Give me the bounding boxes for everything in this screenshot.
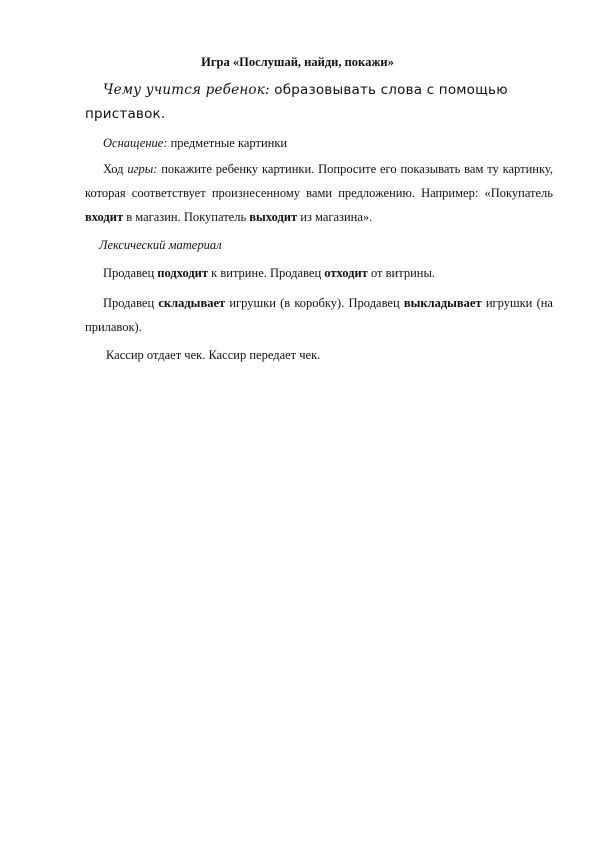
equipment-text: предметные картинки — [167, 136, 288, 150]
equipment-label: Оснащение: — [103, 136, 168, 150]
procedure-mid: в магазин. Покупатель — [123, 210, 250, 224]
procedure-prefix: Ход — [103, 162, 128, 176]
document-title: Игра «Послушай, найди, покажи» — [201, 55, 394, 69]
goal-label: Чему учится ребенок: — [103, 82, 270, 98]
goal-text: образовывать слова с помощью приставок. — [85, 82, 508, 122]
sentence-2-part-b: игрушки (в коробку). Продавец — [225, 296, 404, 310]
procedure-text: покажите ребенку картинки. Попросите его показывать вам ту картинку, которая соответствует произнесенному вами предложению. Например: «Покупатель — [85, 162, 553, 200]
sentence-1-part-b: к витрине. Продавец — [208, 266, 325, 280]
sentence-1-part-c: от витрины. — [367, 266, 435, 280]
sentence-1-bold-1: подходит — [157, 266, 209, 280]
sentence-2-bold-2: выкладывает — [403, 296, 482, 310]
lexical-heading: Лексический материал — [99, 238, 222, 252]
equipment-paragraph — [103, 131, 543, 155]
sentence-3: Кассир отдает чек. Кассир передает чек. — [106, 348, 321, 362]
procedure-bold-2: выходит — [249, 210, 298, 224]
procedure-paragraph — [85, 157, 553, 229]
sentence-2-part-c: игрушки (на прилавок). — [85, 296, 553, 334]
sentence-1-part-a: Продавец — [103, 266, 158, 280]
sentence-1 — [103, 261, 543, 285]
sentence-2-bold-1: складывает — [158, 296, 226, 310]
procedure-end: из магазина». — [297, 210, 373, 224]
sentence-2 — [85, 291, 553, 339]
procedure-bold-1: входит — [85, 210, 124, 224]
procedure-label: игры: — [127, 162, 158, 176]
sentence-2-part-a: Продавец — [103, 296, 159, 310]
sentence-1-bold-2: отходит — [324, 266, 368, 280]
goal-paragraph — [85, 78, 525, 126]
